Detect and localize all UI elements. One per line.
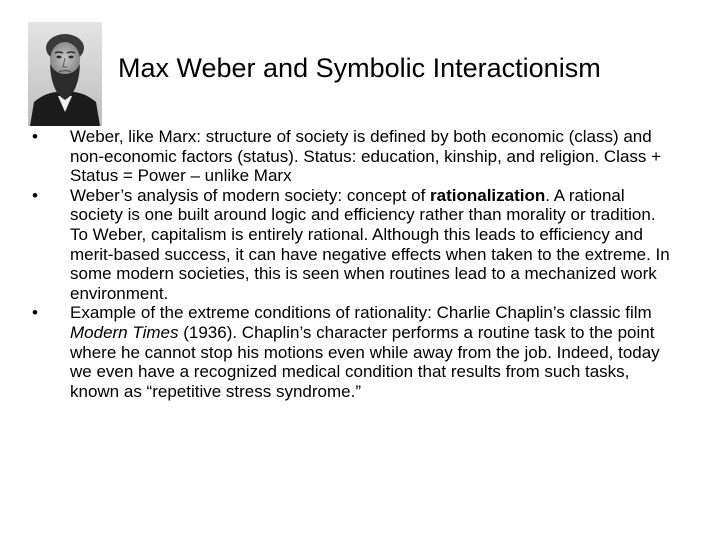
film-title: Modern Times [70,322,179,342]
bullet-marker: • [32,303,38,323]
bullet-text: Weber, like Marx: structure of society is defined by both economic (class) and non-economic factors (status). Status: education, kinship, and religion. Class + Status = Power – unlike Marx [70,127,662,186]
bullet-text: Weber’s analysis of modern society: concept of [70,185,431,205]
bullet-item [24,186,674,304]
bullet-text: . A rational society is one built around logic and efficiency rather than morality or tradition. To Weber, capitalism is entirely rational. Although this leads to efficiency and merit-based success, it can have negative effects when taken to the extreme. In some modern societies, this is seen when routines lead to a mechanized work environment. [70,185,670,303]
bold-term: rationalization [430,185,546,205]
bullet-text: Example of the extreme conditions of rationality: Charlie Chaplin’s classic film [70,303,652,323]
portrait-photo [28,22,102,126]
bullet-text: (1936). Chaplin’s character performs a routine task to the point where he cannot stop his motions even while away from the job. Indeed, today we even have a recognized medical condition that results from such tasks, known as “repetitive stress syndrome.” [70,322,660,401]
bullet-list [24,127,674,401]
bullet-item [24,127,674,186]
slide-title: Max Weber and Symbolic Interactionism [118,53,601,83]
bullet-marker: • [32,185,38,205]
portrait-image [28,22,102,126]
bullet-marker: • [32,127,38,146]
bullet-item [24,303,674,401]
